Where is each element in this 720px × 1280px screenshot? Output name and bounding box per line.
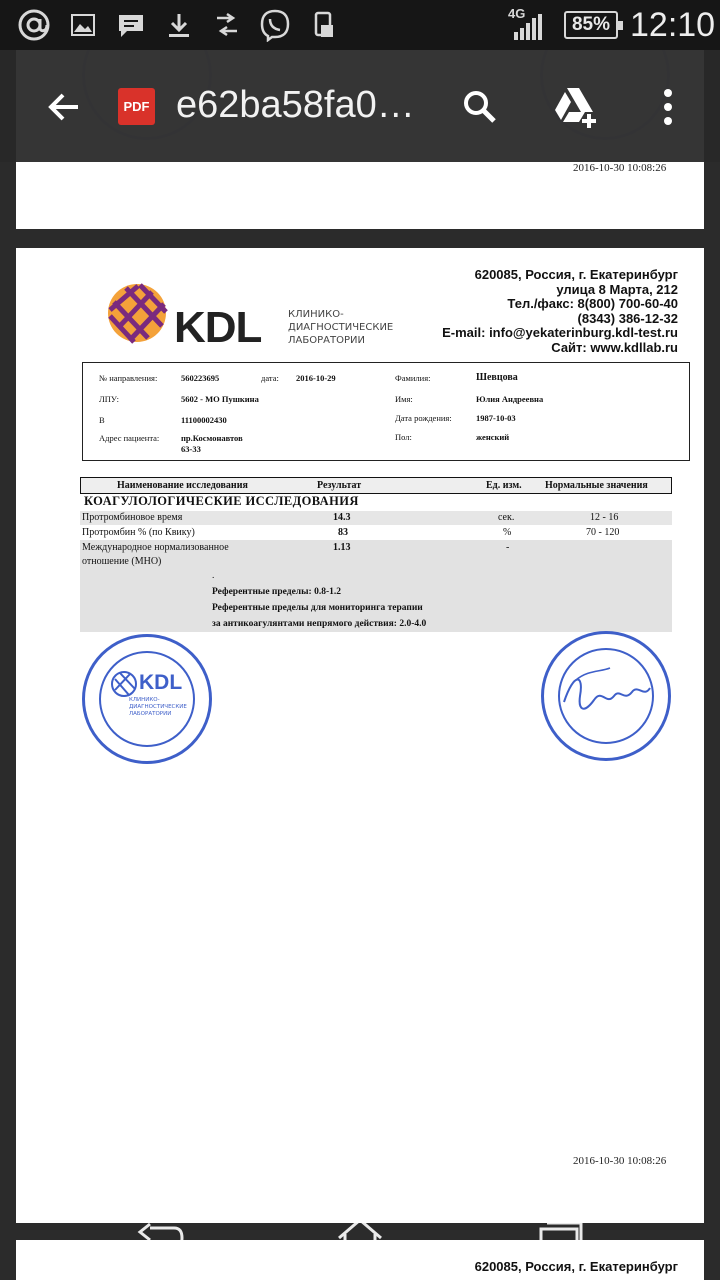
lpu-label: ЛПУ: bbox=[99, 394, 119, 404]
address-label: Адрес пациента: bbox=[99, 433, 160, 443]
at-icon bbox=[17, 8, 51, 42]
col-norm: Нормальные значения bbox=[545, 480, 648, 491]
nav-home-button[interactable] bbox=[332, 1218, 388, 1258]
nav-back-button[interactable] bbox=[132, 1218, 188, 1258]
pdf-page-current bbox=[16, 248, 704, 1223]
logo-subtitle: КЛИНИКО- ДИАГНОСТИЧЕСКИЕ ЛАБОРАТОРИИ bbox=[288, 309, 394, 346]
name-label: Имя: bbox=[395, 394, 413, 404]
address-value-2: 63-33 bbox=[181, 444, 201, 454]
download-icon bbox=[162, 8, 196, 42]
patient-info-box bbox=[82, 362, 690, 461]
section-title: КОАГУЛОЛОГИЧЕСКИЕ ИССЛЕДОВАНИЯ bbox=[84, 494, 359, 508]
v-label: В bbox=[99, 415, 105, 425]
more-vert-icon bbox=[662, 87, 674, 127]
table-row: Протромбин % (по Квику) 83 % 70 - 120 bbox=[82, 527, 620, 538]
network-type: 4G bbox=[508, 6, 526, 21]
search-icon bbox=[462, 89, 498, 125]
table-row: Протромбиновое время 14.3 сек. 12 - 16 bbox=[80, 511, 672, 525]
col-unit: Ед. изм. bbox=[486, 480, 522, 491]
kdl-ball-icon bbox=[106, 282, 168, 344]
google-drive-add-icon bbox=[553, 86, 599, 128]
arrow-left-icon bbox=[46, 91, 82, 123]
referral-label: № направления: bbox=[99, 373, 158, 383]
signature-icon bbox=[554, 662, 664, 732]
document-title: e62ba58fa0… bbox=[176, 84, 415, 126]
search-button[interactable] bbox=[456, 84, 504, 130]
col-test-name: Наименование исследования bbox=[117, 480, 248, 491]
stamp-subtitle: КЛИНИКО- ДИАГНОСТИЧЕСКИЕ ЛАБОРАТОРИИ bbox=[129, 697, 187, 717]
col-result: Результат bbox=[317, 480, 362, 491]
stamp-brand: KDL bbox=[139, 671, 183, 694]
kdl-logo bbox=[104, 275, 394, 355]
date-label: дата: bbox=[261, 373, 279, 383]
page-timestamp: 2016-10-30 10:08:26 bbox=[573, 162, 667, 174]
v-value: 11100002430 bbox=[181, 415, 227, 425]
page-timestamp: 2016-10-30 10:08:26 bbox=[573, 1155, 667, 1167]
name-value: Юлия Андреевна bbox=[476, 394, 544, 404]
lab-address-next: 620085, Россия, г. Екатеринбург bbox=[474, 1259, 678, 1274]
sex-value: женский bbox=[476, 432, 510, 442]
home-icon bbox=[335, 1218, 385, 1258]
kdl-stamp bbox=[82, 634, 212, 764]
surname-value: Шевцова bbox=[476, 372, 518, 383]
back-button[interactable] bbox=[40, 84, 88, 130]
reference-notes: . Референтные пределы: 0.8-1.2 Референтные пределы для мониторинга терапии за антикоагулянтами непрямого действия: 2.0-4.0 bbox=[80, 569, 672, 632]
image-icon bbox=[66, 8, 100, 42]
dob-label: Дата рождения: bbox=[395, 413, 452, 423]
message-icon bbox=[114, 8, 148, 42]
battery-indicator: 85% bbox=[564, 11, 618, 39]
kdl-ball-icon bbox=[111, 671, 137, 697]
date-value: 2016-10-29 bbox=[296, 373, 336, 383]
dob-value: 1987-10-03 bbox=[476, 413, 516, 423]
status-bar bbox=[0, 0, 720, 50]
results-header bbox=[80, 477, 672, 494]
lpu-value: 5602 - МО Пушкина bbox=[181, 394, 259, 404]
lab-address: 620085, Россия, г. Екатеринбург улица 8 Марта, 212 Тел./факс: 8(800) 700-60-40 (8343) 386-12-32 E-mail: info@yekaterinburg.kdl-test.ru Сайт: www.kdllab.ru bbox=[442, 267, 678, 355]
phone-tablet-icon bbox=[306, 8, 340, 42]
pdf-file-icon: PDF bbox=[118, 88, 155, 125]
recents-icon bbox=[535, 1219, 585, 1257]
kdl-wordmark: KDL bbox=[174, 303, 262, 352]
table-row: Международное нормализованное отношение (МНО) 1.13 - bbox=[80, 540, 672, 570]
more-options-button[interactable] bbox=[650, 84, 686, 130]
referral-value: 560223695 bbox=[181, 373, 220, 383]
clock: 12:10 bbox=[630, 6, 716, 44]
surname-label: Фамилия: bbox=[395, 373, 431, 383]
data-sync-icon bbox=[210, 8, 244, 42]
address-value: пр.Космонавтов bbox=[181, 433, 243, 443]
doctor-stamp bbox=[541, 631, 671, 761]
viber-icon bbox=[258, 8, 292, 42]
signal-icon bbox=[512, 10, 546, 44]
sex-label: Пол: bbox=[395, 432, 412, 442]
nav-recents-button[interactable] bbox=[532, 1218, 588, 1258]
back-icon bbox=[134, 1220, 186, 1256]
add-to-drive-button[interactable] bbox=[550, 82, 602, 132]
